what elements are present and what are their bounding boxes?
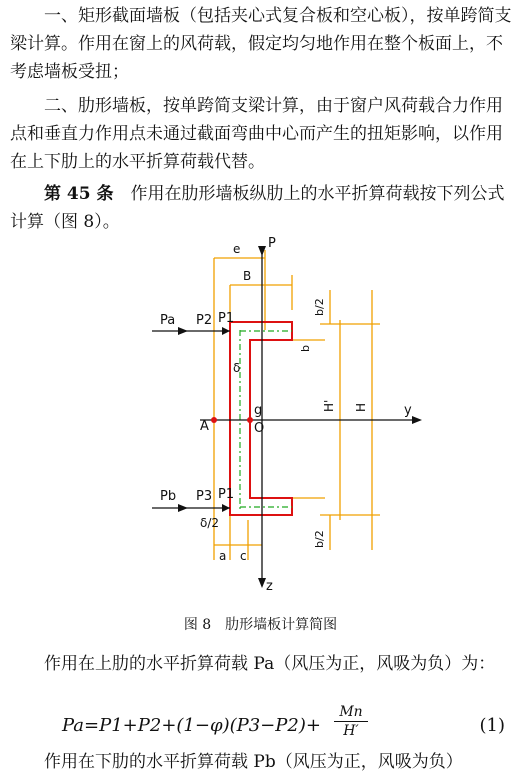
formula-numerator: Mn bbox=[334, 703, 368, 722]
paragraph-lower-rib-load: 作用在下肋的水平折算荷载 Pb（风压为正，风吸为负） bbox=[44, 752, 463, 772]
label-b-width: B bbox=[243, 269, 252, 283]
label-b-half-bottom: b/2 bbox=[313, 530, 326, 548]
label-p1-bottom: P1 bbox=[218, 487, 235, 502]
paragraph-ribbed-panel: 二、肋形墙板，按单跨简支梁计算，由于窗户风荷载合力作用点和垂直力作用点未通过截面弯曲中心而产生的扭矩影响，以作用在上下肋上的水平折算荷载代替。 bbox=[10, 96, 503, 172]
label-delta-top: δ bbox=[233, 361, 241, 375]
formula-number: (1) bbox=[479, 715, 505, 736]
label-a: a bbox=[219, 549, 227, 563]
label-pa: Pa bbox=[160, 313, 176, 328]
axes bbox=[152, 250, 412, 580]
label-delta-half: δ/2 bbox=[200, 516, 220, 530]
ribbed-panel-diagram bbox=[0, 232, 521, 612]
label-y: y bbox=[404, 403, 412, 418]
label-p3: P3 bbox=[196, 489, 213, 504]
label-p: P bbox=[268, 236, 276, 251]
formula-lhs: Pa=P1+P2+(1−φ)(P3−P2)+ bbox=[62, 715, 321, 736]
point-a-marker bbox=[211, 417, 217, 423]
label-h-prime: H' bbox=[322, 399, 336, 412]
label-e: e bbox=[233, 242, 241, 256]
channel-section bbox=[230, 322, 292, 515]
label-o: O bbox=[254, 421, 265, 436]
point-g-marker bbox=[247, 417, 253, 423]
formula-fraction bbox=[334, 703, 368, 740]
figure-caption: 图 8 肋形墙板计算简图 bbox=[183, 617, 338, 633]
label-g: g bbox=[254, 403, 263, 418]
article-label: 第 45 条 bbox=[44, 184, 114, 204]
label-b-half-top: b/2 bbox=[313, 298, 326, 316]
label-p2: P2 bbox=[196, 313, 213, 328]
label-pb: Pb bbox=[160, 489, 177, 504]
formula-denominator: H′ bbox=[343, 723, 359, 739]
paragraph-upper-rib-load: 作用在上肋的水平折算荷载 Pa（风压为正，风吸为负）为： bbox=[44, 654, 496, 674]
label-p1-top: P1 bbox=[218, 311, 235, 326]
label-a-point: A bbox=[200, 419, 209, 434]
formula-1 bbox=[0, 705, 521, 749]
figure-labels bbox=[160, 236, 412, 594]
label-h: H bbox=[354, 402, 368, 412]
label-b: b bbox=[299, 345, 312, 352]
label-z: z bbox=[266, 579, 273, 594]
paragraph-rect-panel: 一、矩形截面墙板（包括夹心式复合板和空心板），按单跨简支梁计算。作用在窗上的风荷载，假定均匀地作用在整个板面上，不考虑墙板受扭； bbox=[10, 6, 512, 82]
label-c: c bbox=[240, 549, 247, 563]
paragraph-article-45 bbox=[10, 180, 515, 236]
article-text: 作用在肋形墙板纵肋上的水平折算荷载按下列公式计算（图 8）。 bbox=[10, 184, 505, 232]
